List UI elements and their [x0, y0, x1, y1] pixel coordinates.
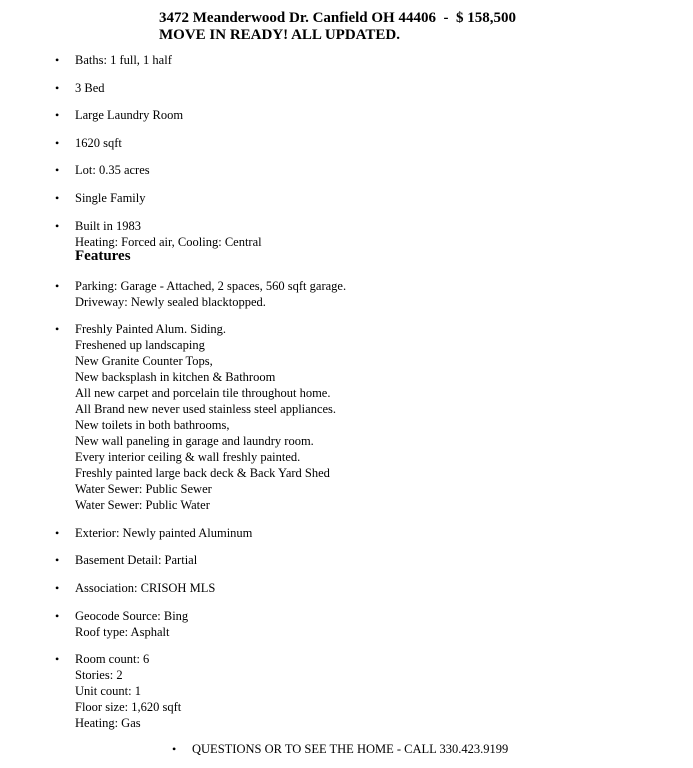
list-item	[55, 190, 146, 206]
list-item	[55, 107, 184, 123]
bullet-icon: •	[55, 526, 60, 540]
list-item	[55, 321, 337, 513]
list-item-line: Exterior: Newly painted Aluminum	[75, 526, 253, 540]
list-item-line: 3 Bed	[75, 81, 105, 95]
list-item-line: Parking: Garage - Attached, 2 spaces, 560 sqft garage.	[75, 279, 347, 293]
contact-line	[172, 741, 509, 757]
list-item-line: 1620 sqft	[75, 136, 122, 150]
bullet-icon: •	[55, 652, 60, 666]
list-item-line: Freshened up landscaping	[75, 338, 205, 352]
list-item	[55, 525, 253, 541]
bullet-icon: •	[55, 581, 60, 595]
list-item-line: Heating: Forced air, Cooling: Central	[75, 235, 262, 249]
list-item-line: Association: CRISOH MLS	[75, 581, 216, 595]
list-item-line: New toilets in both bathrooms,	[75, 418, 230, 432]
list-item-line: Water Sewer: Public Water	[75, 498, 210, 512]
list-item-line: Driveway: Newly sealed blacktopped.	[75, 295, 266, 309]
list-item-line: New Granite Counter Tops,	[75, 354, 213, 368]
list-item-line: Unit count: 1	[75, 684, 141, 698]
bullet-icon: •	[55, 219, 60, 233]
list-item-line: Geocode Source: Bing	[75, 609, 189, 623]
list-item	[55, 651, 182, 731]
list-item-line: Built in 1983	[75, 219, 141, 233]
list-item	[55, 135, 122, 151]
bullet-icon: •	[55, 163, 60, 177]
bullet-icon: •	[55, 553, 60, 567]
listing-tagline: MOVE IN READY! ALL UPDATED.	[159, 27, 400, 43]
list-item-line: Water Sewer: Public Sewer	[75, 482, 212, 496]
list-item	[55, 80, 105, 96]
list-item-line: Stories: 2	[75, 668, 123, 682]
list-item	[55, 218, 262, 250]
contact-text: QUESTIONS OR TO SEE THE HOME - CALL 330.423.9199	[192, 742, 509, 756]
list-item-line: Lot: 0.35 acres	[75, 163, 150, 177]
list-item-line: Heating: Gas	[75, 716, 141, 730]
bullet-icon: •	[55, 322, 60, 336]
list-item-line: Single Family	[75, 191, 146, 205]
list-item-line: Basement Detail: Partial	[75, 553, 198, 567]
list-item	[55, 162, 150, 178]
list-item	[55, 278, 347, 310]
bullet-icon: •	[55, 81, 60, 95]
list-item-line: All new carpet and porcelain tile throughout home.	[75, 386, 331, 400]
list-item	[55, 580, 216, 596]
list-item-line: Freshly Painted Alum. Siding.	[75, 322, 227, 336]
list-item-line: All Brand new never used stainless steel appliances.	[75, 402, 337, 416]
listing-address-price: 3472 Meanderwood Dr. Canfield OH 44406 - $ 158,500	[159, 10, 516, 26]
list-item-line: Room count: 6	[75, 652, 150, 666]
list-item-line: Freshly painted large back deck & Back Yard Shed	[75, 466, 330, 480]
list-item-line: New wall paneling in garage and laundry room.	[75, 434, 314, 448]
list-item	[55, 52, 172, 68]
list-item	[55, 608, 189, 640]
bullet-icon: •	[55, 191, 60, 205]
list-item-line: Baths: 1 full, 1 half	[75, 53, 172, 67]
bullet-icon: •	[55, 136, 60, 150]
list-item-line: Roof type: Asphalt	[75, 625, 170, 639]
bullet-icon: •	[55, 53, 60, 67]
list-item-line: Floor size: 1,620 sqft	[75, 700, 182, 714]
bullet-icon: •	[55, 609, 60, 623]
features-heading: Features	[75, 248, 131, 264]
list-item-line: New backsplash in kitchen & Bathroom	[75, 370, 276, 384]
list-item-line: Large Laundry Room	[75, 108, 184, 122]
bullet-icon: •	[55, 108, 60, 122]
list-item-line: Every interior ceiling & wall freshly painted.	[75, 450, 301, 464]
list-item	[55, 552, 198, 568]
bullet-icon: •	[172, 742, 177, 756]
listing-header	[159, 10, 516, 44]
bullet-icon: •	[55, 279, 60, 293]
